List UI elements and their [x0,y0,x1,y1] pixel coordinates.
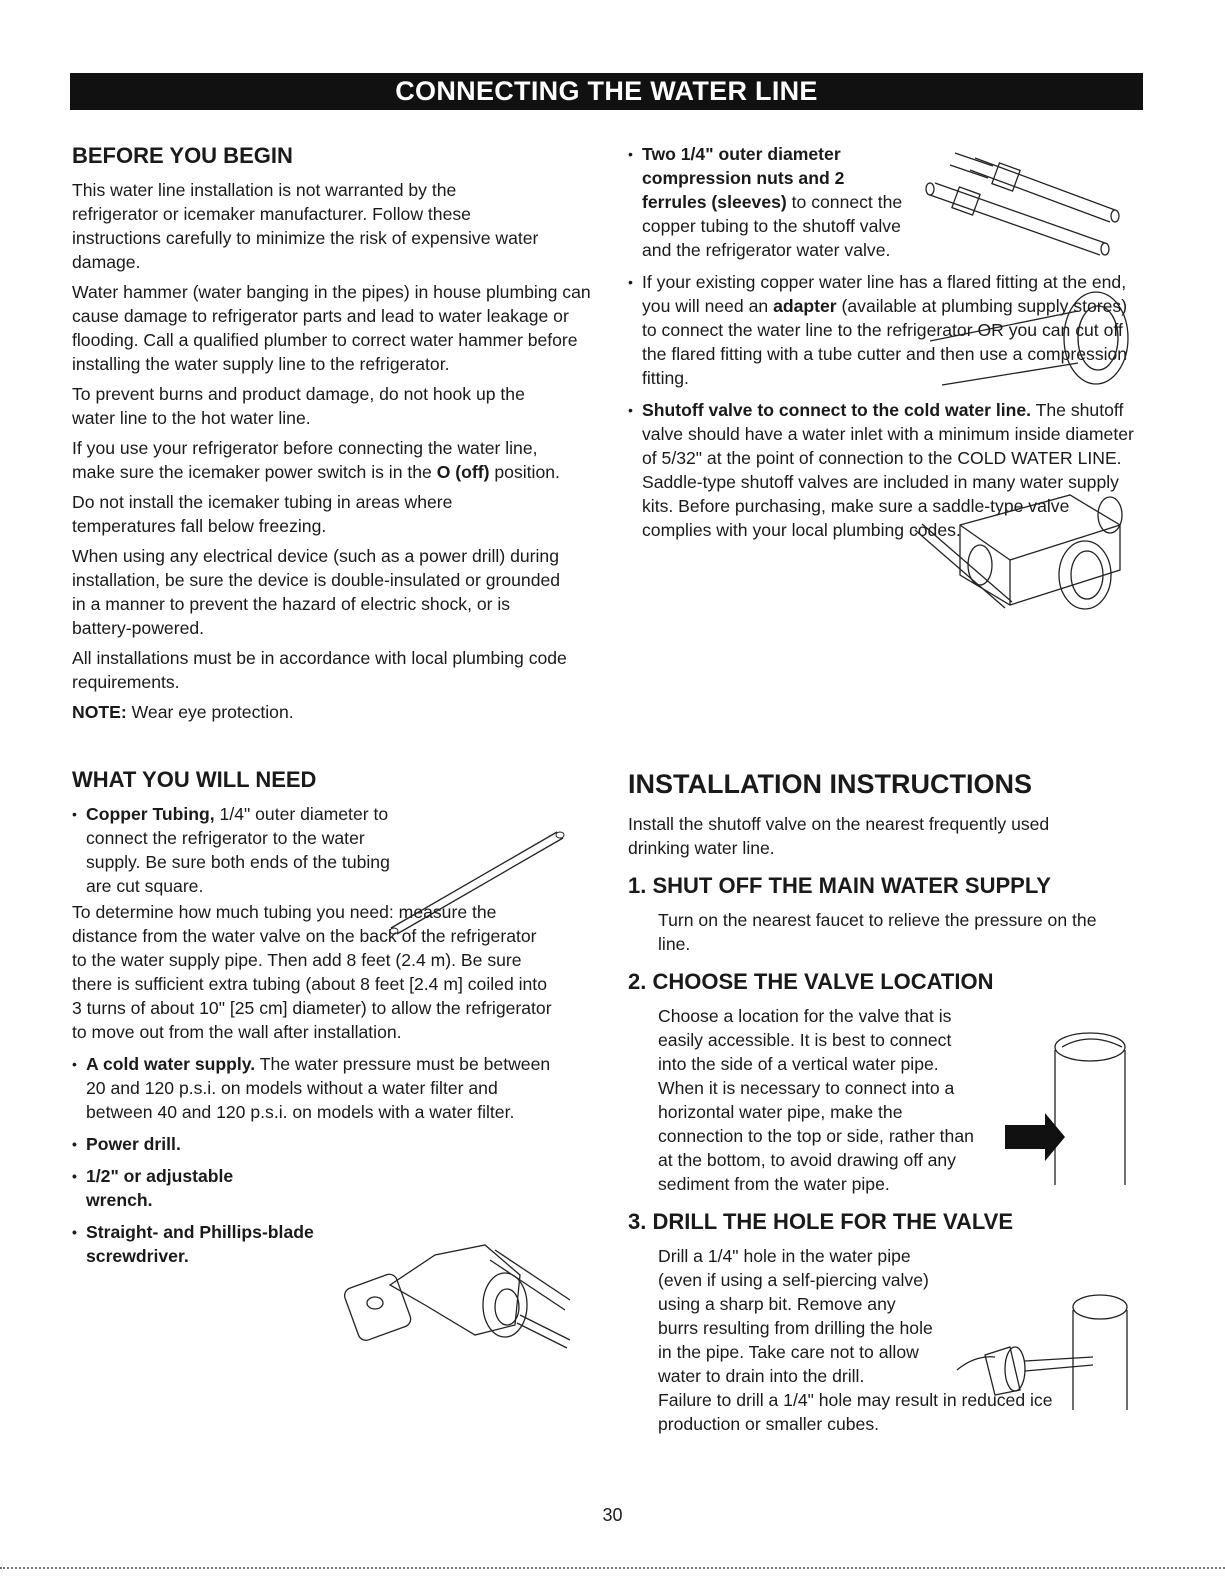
before-p4-text-a: If you use your refrigerator before connecting the water line, make sure the icemaker power switch is in the [72,438,538,482]
step-1-title: 1. SHUT OFF THE MAIN WATER SUPPLY [628,873,1051,898]
vertical-pipe-arrow-illustration [1000,1025,1130,1190]
copper-tubing-text: 1/4" outer diameter to connect the refrigerator to the water supply. Be sure both ends of the tubing are cut square. [86,804,390,896]
copper-tubing-illustration [385,828,565,938]
note-text: Wear eye protection. [126,702,294,722]
wrench-item: • 1/2" or adjustable wrench. [72,1164,276,1212]
installation-instructions-heading: INSTALLATION INSTRUCTIONS [628,769,1032,799]
before-paragraph-7: All installations must be in accordance with local plumbing code requirements. [72,648,567,692]
step-3-title: 3. DRILL THE HOLE FOR THE VALVE [628,1209,1014,1234]
page-bottom-divider [0,1567,1225,1569]
what-you-will-need-heading: WHAT YOU WILL NEED [72,767,317,792]
before-paragraph-2: Water hammer (water banging in the pipes) in house plumbing can cause damage to refrigerator parts and lead to water leakage or flooding. Call a qualified plumber to correct water hammer before installing the water supply line to the refrigerator. [72,282,591,374]
off-position-label: O (off) [436,462,490,482]
page-number: 30 [602,1505,623,1525]
compression-nuts-label: Two 1/4" outer diameter compression nuts and 2 ferrules (sleeves) [642,144,845,212]
installation-intro: Install the shutoff valve on the nearest frequently used drinking water line. [628,814,1050,858]
note-paragraph [72,700,592,724]
power-drill-illustration [345,1235,575,1345]
step-3-text: Drill a 1/4" hole in the water pipe (even if using a self-piercing valve) using a sharp bit. Remove any burrs resulting from drilling the hole in the pipe. Take care not to allow water to drain into the drill. [658,1246,933,1386]
step-2-text: Choose a location for the valve that is easily accessible. It is best to connect into the side of a vertical water pipe. When it is necessary to connect into a horizontal water pipe, make the connection to the top or side, rather than at the bottom, to avoid drawing off any sediment from the water pipe. [658,1006,974,1194]
tubing-length-paragraph: To determine how much tubing you need: measure the distance from the water valve on the back of the refrigerator to the water supply pipe. Then add 8 feet (2.4 m). Be sure there is sufficient extra tubing (about 8 feet [2.4 m] coiled into 3 turns of about 10" [25 cm] diameter) to allow the refrigerator to move out from the wall after installation. [72,902,552,1042]
arrow-icon [1005,1113,1065,1161]
shutoff-valve-label: Shutoff valve to connect to the cold water line. [642,400,1032,420]
before-p4-text-c: position. [489,462,560,482]
flared-fitting-text-a: If your existing copper water line has a flared fitting at the end, you will need an [642,272,1127,316]
before-you-begin-heading: BEFORE YOU BEGIN [72,143,293,168]
step-3-text-2: Failure to drill a 1/4" hole may result in reduced ice production or smaller cubes. [658,1390,1053,1434]
before-paragraph-6: When using any electrical device (such as a power drill) during installation, be sure the device is double-insulated or grounded in a manner to prevent the hazard of electric shock, or is battery-powered. [72,546,561,638]
power-drill-item: • Power drill. [72,1132,592,1156]
compression-nuts-item [628,142,912,262]
cold-water-supply-text: The water pressure must be between 20 and 120 p.s.i. on models without a water filter and between 40 and 120 p.s.i. on models with a water filter. [86,1054,551,1122]
shutoff-valve-text: The shutoff valve should have a water inlet with a minimum inside diameter of 5/32" at the point of connection to the COLD WATER LINE. Saddle-type shutoff valves are included in many water supply kits. Before purchasing, make sure a saddle-type valve complies with your local plumbing codes. [642,400,1134,540]
before-paragraph-5: Do not install the icemaker tubing in areas where temperatures fall below freezing. [72,492,453,536]
adapter-label: adapter [773,296,837,316]
compression-nuts-illustration [915,148,1130,253]
step-1-text: Turn on the nearest faucet to relieve the pressure on the line. [658,910,1097,954]
copper-tubing-item [72,802,396,898]
before-paragraph-4 [72,436,562,484]
copper-tubing-label: Copper Tubing, [86,804,215,824]
cold-water-supply-item [72,1052,556,1124]
flared-fitting-illustration [928,283,1133,393]
flared-fitting-text-b: (available at plumbing supply stores) to connect the water line to the refrigerator OR you can cut off the flared fitting with a tube cutter and then use a compression fitting. [642,296,1128,388]
screwdriver-item: • Straight- and Phillips-blade screwdriver. [72,1220,316,1268]
step-2-title: 2. CHOOSE THE VALVE LOCATION [628,969,994,994]
page-banner: CONNECTING THE WATER LINE [70,73,1143,110]
compression-nuts-text: to connect the copper tubing to the shutoff valve and the refrigerator water valve. [642,192,903,260]
cold-water-supply-label: A cold water supply. [86,1054,256,1074]
note-label: NOTE: [72,702,127,722]
before-paragraph-3: To prevent burns and product damage, do not hook up the water line to the hot water line. [72,384,525,428]
drill-into-pipe-illustration [955,1285,1130,1415]
shutoff-valve-illustration [910,490,1140,620]
before-paragraph-1: This water line installation is not warranted by the refrigerator or icemaker manufacturer. Follow these instructions carefully to minimize the risk of expensive water damage. [72,180,539,272]
left-column [72,142,592,1268]
